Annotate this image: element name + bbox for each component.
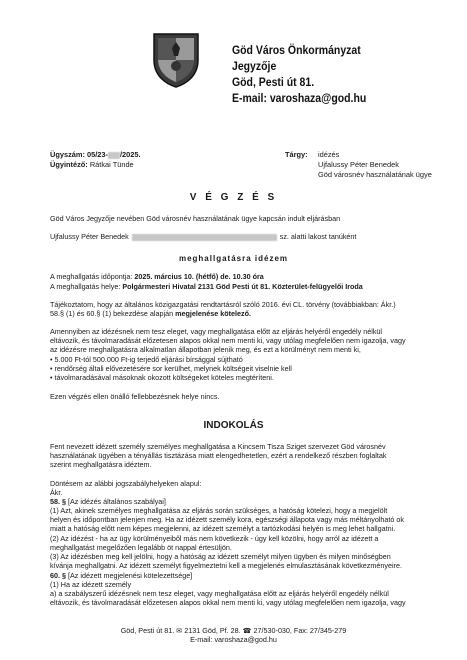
- document-title: V É G Z É S: [189, 192, 278, 203]
- case-officer-label: Ügyintéző:: [50, 160, 88, 169]
- subject-label: Tárgy:: [285, 150, 308, 159]
- section-title: [Az idézés általános szabályai]: [66, 497, 166, 506]
- date-line: [50, 272, 264, 281]
- place-value: Polgármesteri Hivatal 2131 Göd Pesti út 81. Közterület-felügyelői Iroda: [122, 282, 363, 291]
- reason-heading: INDOKOLÁS: [203, 420, 264, 431]
- intro-text: Göd Város Jegyzője nevében Göd városnév használatának ügye kapcsán indult eljárásban: [50, 214, 341, 223]
- list-item: eltávozik, és távolmaradását előzetesen alapos okkal nem menti ki, vagy utólag megfelelően nem igazolja, vagy: [50, 598, 406, 608]
- legal-line: [50, 309, 251, 318]
- date-value: 2025. március 10. (hétfő) de. 10.30 óra: [134, 272, 264, 281]
- section-58-heading: [50, 497, 166, 506]
- section-60-body: [50, 580, 406, 608]
- legal-line: Tájékoztatom, hogy az általános közigazgatási rendtartásról szóló 2016. évi CL. törvény (továbbiakban: Ákr.): [50, 300, 396, 309]
- subject-line: idézés: [318, 150, 340, 159]
- list-item: (2) Az idézést - ha az ügy körülményeiből más nem következik - úgy kell közölni, hogy arról az idézett a: [50, 533, 379, 543]
- section-number: 60. §: [50, 571, 66, 580]
- section-title: [Az idézett megjelenési kötelezettsége]: [66, 571, 193, 580]
- place-line: [50, 282, 363, 291]
- case-officer-row: [50, 160, 141, 170]
- document-subtitle: meghallgatásra idézem: [178, 254, 289, 263]
- footer-email[interactable]: E-mail: varoshaza@god.hu: [190, 635, 277, 645]
- redacted-block: [108, 152, 120, 159]
- list-item: (3) Az idézésben meg kell jelölni, hogy a hatóság az idézett személyt milyen ügyben és milyen minőségben: [50, 552, 391, 562]
- list-item: • 5.000 Ft-tól 500.000 Ft-ig terjedő eljárási bírsággal sújtható: [50, 355, 243, 364]
- org-name: Göd Város Önkormányzat: [232, 43, 361, 57]
- list-item: a) a szabályszerű idézésnek nem tesz eleget, vagy meghallgatása előtt az eljárás helyéről engedély nélkül: [50, 589, 389, 599]
- org-address: Göd, Pesti út 81.: [232, 75, 315, 89]
- subject-line: Göd városnév használatának ügye: [318, 170, 432, 179]
- footer-contact: Göd, Pesti út 81. ✉ 2131 Göd, Pf. 28. ☎ 27/530-030, Fax: 27/345-279: [120, 626, 347, 635]
- no-appeal-note: Ezen végzés ellen önálló fellebbezésnek helye nincs.: [50, 392, 220, 401]
- reason-line: szerint meghallgatásra idéztem.: [50, 460, 152, 469]
- subject-line: Ujfalussy Péter Benedek: [318, 160, 399, 169]
- warning-line: eltávozik, és távolmaradását előzetesen alapos okkal nem menti ki, vagy utólag megfelelően nem igazolja, vagy: [50, 336, 406, 345]
- person-suffix: sz. alatti lakost tanúként: [279, 232, 357, 241]
- person-name: Ujfalussy Péter Benedek: [50, 232, 129, 241]
- legal-emphasis: megjelenése kötelező.: [175, 309, 251, 318]
- org-office: Jegyzője: [232, 59, 277, 73]
- basis-line: Döntésem az alábbi jogszabályhelyeken alapul:: [50, 479, 202, 488]
- person-line: [50, 232, 356, 241]
- subject-lines: [318, 150, 432, 180]
- section-58-body: [50, 506, 404, 570]
- list-item: miatt a hatóság előtt nem képes megjelenni, az idézett személyt a tartózkodási helyén is meg lehet hallgatni.: [50, 524, 396, 534]
- issuer-block: [232, 42, 452, 106]
- case-meta: [50, 150, 141, 170]
- case-officer-value: Rátkai Tünde: [89, 160, 134, 169]
- warning-line: az idézésre meghallgatásra alkalmatlan állapotban jelenik meg, és ezt a körülményt nem menti ki,: [50, 345, 361, 354]
- legal-text: 58.§ (1) és 60.§ (1) bekezdése alapján: [50, 309, 176, 318]
- case-number-row: [50, 150, 141, 160]
- list-item: (1) Ha az idézett személy: [50, 580, 132, 589]
- redacted-address: [132, 234, 277, 241]
- org-email[interactable]: E-mail: varoshaza@god.hu: [232, 91, 367, 105]
- page-footer: [0, 626, 467, 645]
- list-item: • távolmaradásával másoknak okozott költségeket köteles megtéríteni.: [50, 373, 274, 383]
- list-item: kívánja meghallgatni. Az idézett személyt figyelmeztetni kell a megjelenés elmulasztásának következményeire.: [50, 561, 402, 571]
- date-label: A meghallgatás időpontja:: [50, 272, 133, 281]
- case-number-label: Ügyszám:: [50, 150, 85, 159]
- list-item: meghallgatást megelőzően legalább öt nappal értesüljön.: [50, 542, 232, 552]
- section-60-heading: [50, 571, 192, 580]
- subject-meta: [285, 150, 432, 180]
- warning-line: Amennyiben az idézésnek nem tesz eleget, vagy meghallgatása előtt az eljárás helyéről engedély nélkül: [50, 327, 383, 336]
- section-number: 58. §: [50, 497, 66, 506]
- sanction-list: [50, 355, 292, 383]
- law-abbrev: Ákr.: [50, 488, 63, 497]
- case-number-suffix: /2025.: [119, 150, 141, 159]
- reason-line: Fent nevezett idézett személy személyes meghallgatása a Kincsem Tisza Sziget szervezet Göd városnév: [50, 442, 386, 451]
- reason-line: használatának ügyében a tényállás tisztázása miatt elengedhetetlen, ezért a rendelkező részben foglaltak: [50, 451, 387, 460]
- place-label: A meghallgatás helye:: [50, 282, 121, 291]
- list-item: (1) Azt, akinek személyes meghallgatása az eljárás során szükséges, a hatóság kötelezi, hogy a megjelölt: [50, 506, 388, 515]
- list-item: • rendőrség általi elővezetésére sor kerülhet, melynek költségeit viselnie kell: [50, 364, 292, 374]
- list-item: helyen és időpontban jelenjen meg. Ha az idézett személy kora, egészségi állapota vagy más méltányolható ok: [50, 515, 404, 525]
- coat-of-arms-icon: [150, 30, 202, 88]
- case-number-prefix: 05/23-: [86, 150, 108, 159]
